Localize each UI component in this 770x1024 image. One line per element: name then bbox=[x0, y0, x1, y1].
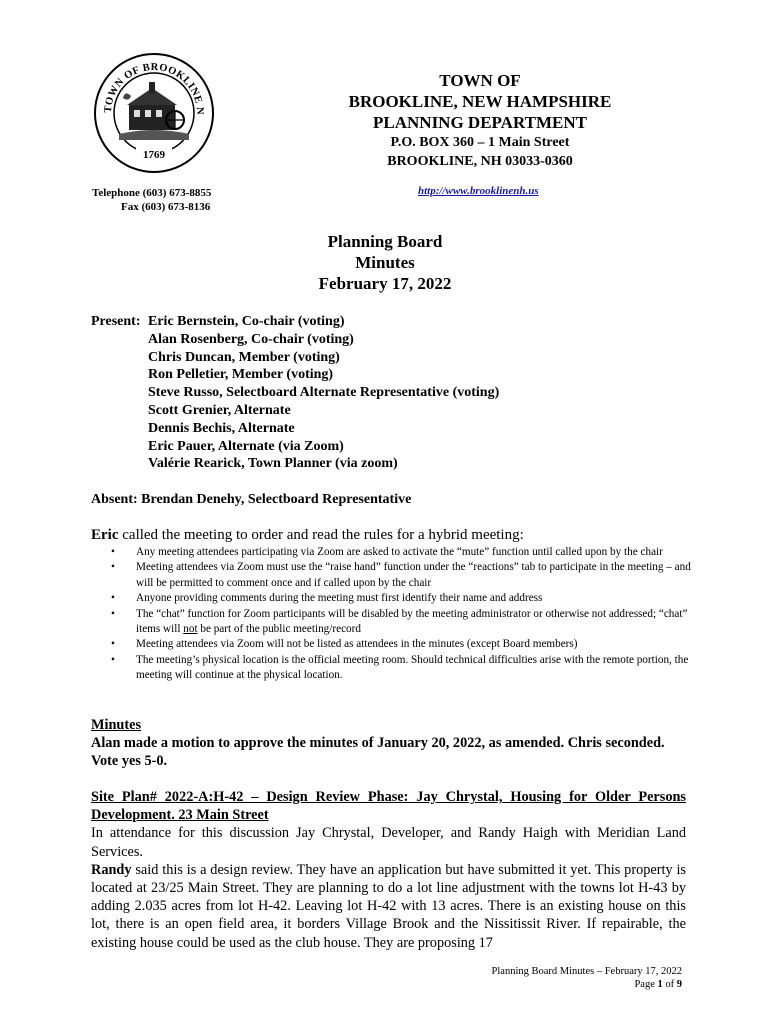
site-plan-speaker: Randy bbox=[91, 861, 132, 878]
title-board: Planning Board bbox=[327, 232, 443, 251]
header-department: PLANNING DEPARTMENT bbox=[373, 113, 587, 132]
minutes-section bbox=[91, 716, 691, 770]
header-town-name: BROOKLINE, NEW HAMPSHIRE bbox=[348, 92, 612, 111]
minutes-motion: Alan made a motion to approve the minutes of January 20, 2022, as amended. Chris seconded. Vote yes 5-0. bbox=[91, 735, 665, 769]
bullet-icon: • bbox=[111, 561, 115, 574]
meeting-rules-list bbox=[111, 545, 706, 684]
bullet-icon: • bbox=[111, 638, 115, 651]
seal-scene bbox=[119, 82, 189, 140]
fax: Fax (603) 673-8136 bbox=[121, 201, 211, 213]
present-member: Chris Duncan, Member (voting) bbox=[148, 349, 340, 365]
present-list bbox=[91, 313, 499, 473]
header-city-zip: BROOKLINE, NH 03033-0360 bbox=[387, 154, 573, 169]
header-town-of: TOWN OF bbox=[439, 71, 521, 90]
bullet-icon: • bbox=[111, 592, 115, 605]
contact-phones bbox=[92, 186, 211, 214]
site-plan-section bbox=[91, 788, 686, 952]
list-item: • Anyone providing comments during the meeting must first identify their name and address bbox=[111, 591, 706, 606]
bullet-icon: • bbox=[111, 653, 115, 666]
telephone: Telephone (603) 673-8855 bbox=[92, 187, 212, 199]
intro-speaker: Eric bbox=[91, 527, 119, 543]
site-plan-attendance: In attendance for this discussion Jay Chrystal, Developer, and Randy Haigh with Meridian Land Services. bbox=[91, 825, 686, 860]
letterhead bbox=[330, 70, 630, 171]
list-item: • Meeting attendees via Zoom will not be listed as attendees in the minutes (except Board members) bbox=[111, 637, 706, 652]
page-footer bbox=[430, 965, 682, 991]
minutes-heading: Minutes bbox=[91, 717, 142, 733]
site-plan-heading: Site Plan# 2022-A:H-42 – Design Review Phase: Jay Chrystal, Housing for Older Persons Development. 23 Main Street bbox=[91, 789, 686, 824]
town-seal bbox=[93, 52, 215, 174]
list-item: • Meeting attendees via Zoom must use the “raise hand” function under the “reactions” tab to participate in the meeting – and will be permitted to comment once and if called upon by the chair bbox=[111, 561, 691, 589]
present-member: Steve Russo, Selectboard Alternate Representative (voting) bbox=[148, 385, 500, 401]
town-seal-graphic bbox=[93, 52, 215, 174]
footer-title: Planning Board Minutes – February 17, 2022 bbox=[491, 966, 682, 977]
list-item: • The “chat” function for Zoom participants will be disabled by the meeting administrator or otherwise not addressed; “chat” items will not be part of the public meeting/record bbox=[111, 607, 688, 636]
intro-paragraph bbox=[91, 527, 524, 544]
website-link[interactable]: http://www.brooklinenh.us bbox=[418, 185, 539, 197]
present-member: Scott Grenier, Alternate bbox=[148, 402, 291, 418]
present-member: Eric Bernstein, Co-chair (voting) bbox=[148, 314, 345, 329]
bullet-icon: • bbox=[111, 607, 115, 620]
title-minutes: Minutes bbox=[355, 253, 415, 272]
seal-year: 1769 bbox=[143, 149, 165, 161]
list-item: • Any meeting attendees participating via Zoom are asked to activate the “mute” function until called upon by the chair bbox=[111, 545, 706, 560]
present-member: Eric Pauer, Alternate (via Zoom) bbox=[148, 438, 344, 454]
present-member: Valérie Rearick, Town Planner (via zoom) bbox=[148, 456, 398, 472]
intro-text: called the meeting to order and read the rules for a hybrid meeting: bbox=[118, 527, 524, 543]
present-label: Present: bbox=[91, 314, 141, 329]
page-number: Page 1 of 9 bbox=[634, 979, 682, 990]
site-plan-body: Randy said this is a design review. They have an application but have submitted it yet. This property is located at 23/25 Main Street. They are planning to do a lot line adjustment with the towns lot H-43 by adding 2.035 acres from lot H-42. Leaving lot H-42 with 13 acres. There is an existing house on this lot, there is an open field area, it borders Village Brook and the Nissitissit River. If repairable, the existing house could be used as the club house. They are proposing 17 bbox=[91, 861, 686, 951]
absent-line: Absent: Brendan Denehy, Selectboard Representative bbox=[91, 492, 412, 507]
bullet-icon: • bbox=[111, 546, 115, 558]
title-date: February 17, 2022 bbox=[318, 274, 452, 293]
header-po-box: P.O. BOX 360 – 1 Main Street bbox=[390, 135, 570, 150]
list-item: • The meeting’s physical location is the official meeting room. Should technical difficulties arise with the remote portion, the meeting will continue at the physical location. bbox=[111, 653, 689, 682]
svg-text:TOWN OF BROOKLINE NEW HAMPSHIR: TOWN OF BROOKLINE N bbox=[102, 61, 206, 116]
document-title bbox=[300, 231, 470, 294]
present-member: Ron Pelletier, Member (voting) bbox=[148, 367, 334, 383]
present-member: Dennis Bechis, Alternate bbox=[148, 420, 295, 436]
present-member: Alan Rosenberg, Co-chair (voting) bbox=[148, 331, 354, 347]
